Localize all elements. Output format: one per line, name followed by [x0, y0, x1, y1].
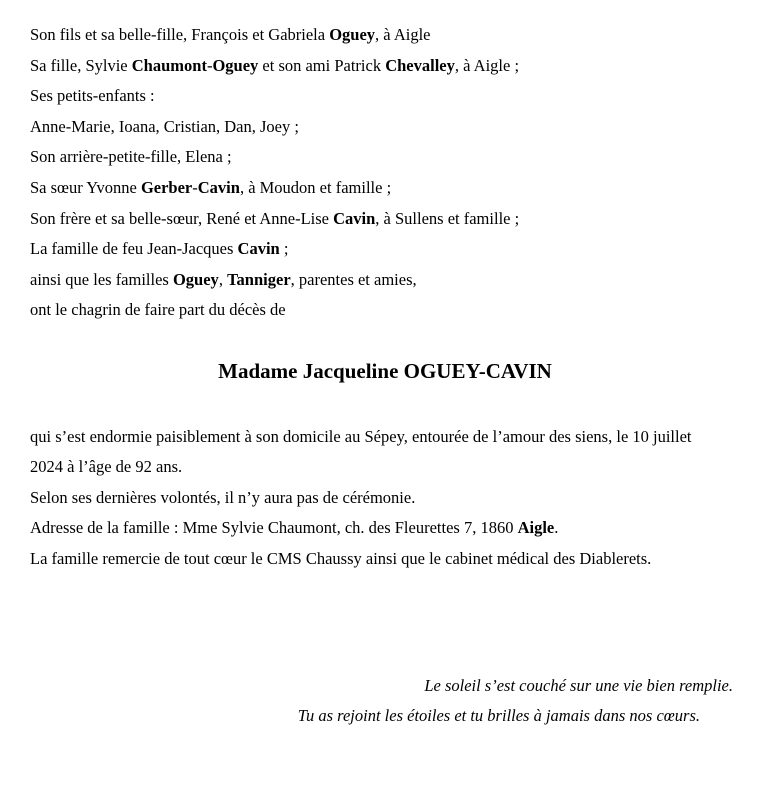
text-segment: et son ami Patrick	[258, 55, 386, 75]
text-segment: Son frère et sa belle-sœur, René et Anne-Lise	[30, 208, 334, 228]
text-segment: , parentes et amies,	[290, 269, 417, 289]
family-name-bold: Oguey	[329, 25, 376, 44]
family-name-bold: Chaumont	[131, 55, 207, 75]
text-segment: , à Moudon et famille ;	[239, 177, 392, 197]
text-segment: , à Aigle ;	[454, 55, 520, 75]
text-line	[30, 20, 740, 51]
memorial-quote-line: Tu as rejoint les étoiles et tu brilles à jamais dans nos cœurs.	[297, 706, 700, 726]
family-name-bold: Cavin	[237, 239, 280, 259]
relatives-list	[30, 20, 740, 326]
text-segment: Sa fille, Sylvie	[30, 55, 132, 75]
text-segment: ont le chagrin de faire part du décès de	[30, 300, 286, 320]
text-line	[30, 513, 740, 544]
text-segment: qui s’est endormie paisiblement à son domicile au Sépey, entourée de l’amour des siens, le 10 juillet	[30, 426, 692, 446]
text-segment: ainsi que les familles	[30, 269, 173, 289]
text-segment: .	[554, 518, 559, 538]
text-segment: Adresse de la famille : Mme Sylvie Chaumont, ch. des Fleurettes 7, 1860	[30, 518, 518, 538]
text-segment: Son fils et sa belle-fille, François et Gabriela	[30, 25, 330, 44]
family-name-bold: Gerber	[140, 177, 193, 197]
text-segment: 2024 à l’âge de 92 ans.	[30, 457, 183, 477]
text-segment: Sa sœur Yvonne	[30, 177, 141, 197]
text-segment: La famille de feu Jean-Jacques	[30, 239, 238, 259]
deceased-name-title: Madame Jacqueline OGUEY-CAVIN	[218, 358, 552, 383]
family-name-bold: Cavin	[197, 177, 240, 197]
text-line	[30, 204, 740, 235]
text-segment: Anne-Marie, Ioana, Cristian, Dan, Joey ;	[30, 116, 299, 136]
text-segment: ;	[279, 239, 289, 259]
text-line	[30, 81, 740, 112]
text-line	[30, 142, 740, 173]
text-segment: -	[192, 177, 198, 197]
text-line	[30, 51, 740, 82]
text-segment: ,	[218, 269, 228, 289]
text-line	[30, 422, 740, 453]
family-name-bold: Aigle	[517, 518, 555, 538]
text-segment: , à Aigle	[375, 25, 431, 44]
family-name-bold: Oguey	[212, 55, 259, 75]
text-segment: Selon ses dernières volontés, il n’y aura pas de cérémonie.	[30, 487, 416, 507]
text-line	[30, 112, 740, 143]
family-name-bold: Cavin	[333, 208, 376, 228]
text-line	[30, 544, 740, 575]
family-name-bold: Oguey	[172, 269, 219, 289]
text-segment: Son arrière-petite-fille, Elena ;	[30, 147, 232, 167]
text-segment: , à Sullens et famille ;	[375, 208, 520, 228]
notice-body	[30, 422, 740, 575]
memorial-quotes	[30, 671, 740, 732]
text-line	[30, 265, 740, 296]
text-line	[30, 295, 740, 326]
memorial-quote-line: Le soleil s’est couché sur une vie bien remplie.	[424, 675, 733, 695]
text-line	[30, 173, 740, 204]
text-line	[30, 234, 740, 265]
family-name-bold: Chevalley	[385, 55, 455, 75]
text-segment: Ses petits-enfants :	[30, 86, 155, 106]
family-name-bold: Tanniger	[227, 269, 291, 289]
text-line	[30, 483, 740, 514]
text-segment: La famille remercie de tout cœur le CMS Chaussy ainsi que le cabinet médical des Diablerets.	[30, 548, 652, 568]
text-line	[30, 452, 740, 483]
text-segment: -	[206, 55, 213, 75]
